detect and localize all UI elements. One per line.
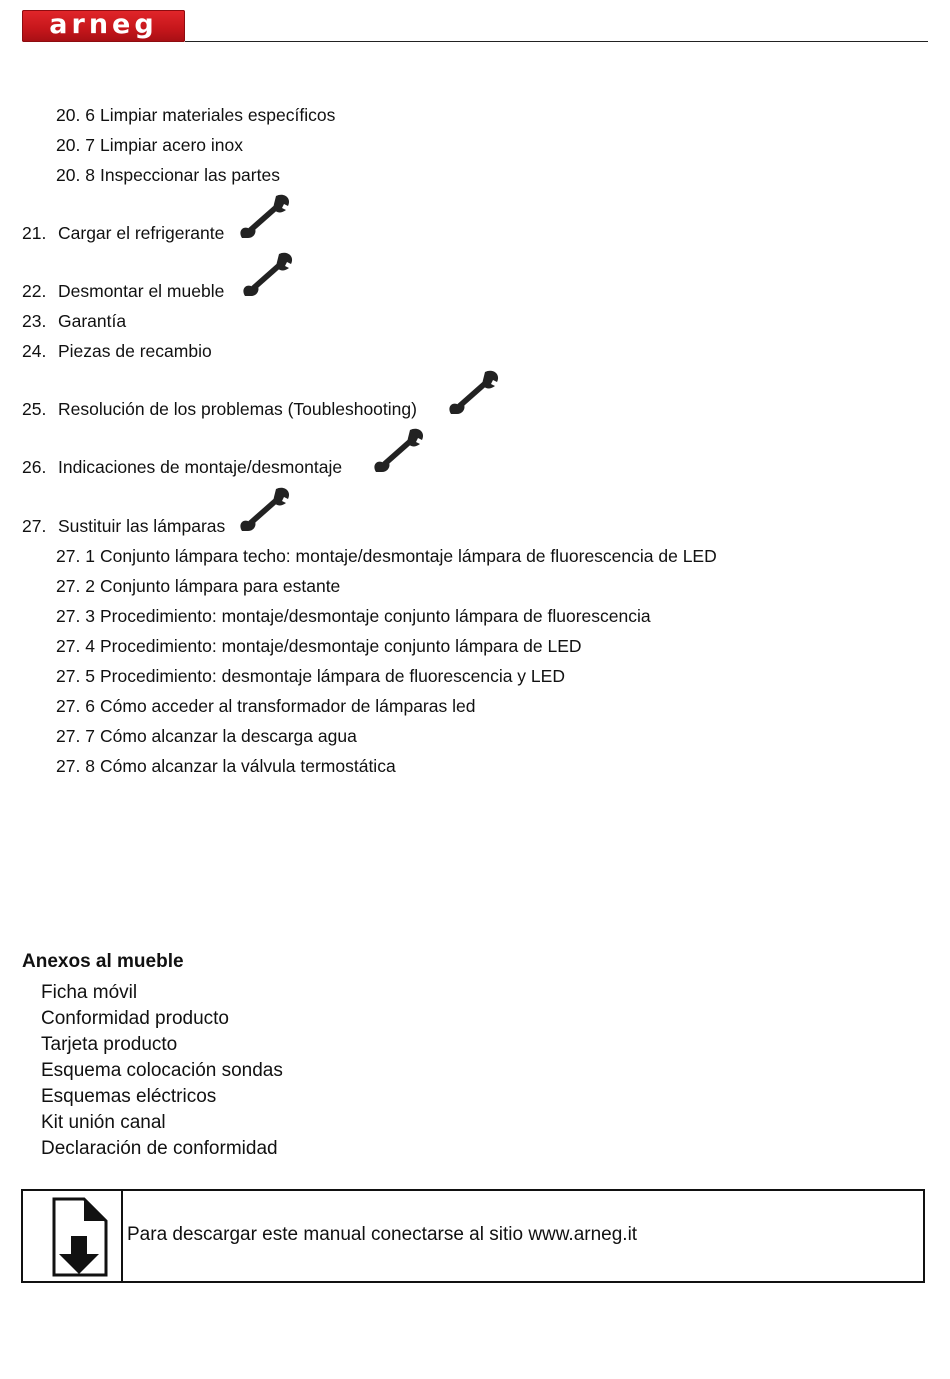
annex-item: Ficha móvil xyxy=(41,982,138,1003)
annex-item: Conformidad producto xyxy=(41,1008,229,1029)
toc-item-27-3[interactable]: 27. 3 Procedimiento: montaje/desmontaje conjunto lámpara de fluorescencia xyxy=(56,606,651,626)
toc-item-25[interactable]: 25. Resolución de los problemas (Toubleshooting) xyxy=(22,399,417,419)
toc-item-27-2[interactable]: 27. 2 Conjunto lámpara para estante xyxy=(56,576,341,596)
toc-item-20-8[interactable]: 20. 8 Inspeccionar las partes xyxy=(56,165,280,185)
toc-item-21[interactable]: 21. Cargar el refrigerante xyxy=(22,223,225,243)
download-note xyxy=(21,1189,925,1283)
annex-item: Esquema colocación sondas xyxy=(41,1060,283,1081)
toc-item-27-4[interactable]: 27. 4 Procedimiento: montaje/desmontaje conjunto lámpara de LED xyxy=(56,636,582,656)
toc-item-27-7[interactable]: 27. 7 Cómo alcanzar la descarga agua xyxy=(56,726,357,746)
download-note-divider xyxy=(121,1191,123,1281)
wrench-icon xyxy=(240,192,292,240)
toc-item-27-1[interactable]: 27. 1 Conjunto lámpara techo: montaje/desmontaje lámpara de fluorescencia de LED xyxy=(56,546,717,566)
wrench-icon xyxy=(240,485,292,533)
download-note-text: Para descargar este manual conectarse al sitio www.arneg.it xyxy=(127,1224,638,1245)
toc-item-24[interactable]: 24. Piezas de recambio xyxy=(22,341,212,361)
toc-item-23[interactable]: 23. Garantía xyxy=(22,311,127,331)
annex-item: Esquemas eléctricos xyxy=(41,1086,217,1107)
wrench-icon xyxy=(449,368,501,416)
wrench-icon xyxy=(243,250,295,298)
toc-item-20-7[interactable]: 20. 7 Limpiar acero inox xyxy=(56,135,243,155)
toc-item-27-8[interactable]: 27. 8 Cómo alcanzar la válvula termostática xyxy=(56,756,396,776)
annexes-heading: Anexos al mueble xyxy=(22,951,184,972)
wrench-icon xyxy=(374,426,426,474)
toc-item-27-5[interactable]: 27. 5 Procedimiento: desmontaje lámpara de fluorescencia y LED xyxy=(56,666,565,686)
header-divider xyxy=(185,41,928,42)
annex-item: Kit unión canal xyxy=(41,1112,166,1133)
toc-item-22[interactable]: 22. Desmontar el mueble xyxy=(22,281,225,301)
toc-item-27-6[interactable]: 27. 6 Cómo acceder al transformador de lámparas led xyxy=(56,696,476,716)
annex-item: Declaración de conformidad xyxy=(41,1138,278,1159)
annex-item: Tarjeta producto xyxy=(41,1034,178,1055)
toc-item-26[interactable]: 26. Indicaciones de montaje/desmontaje xyxy=(22,457,343,477)
toc-item-20-6[interactable]: 20. 6 Limpiar materiales específicos xyxy=(56,105,336,125)
toc-item-27[interactable]: 27. Sustituir las lámparas xyxy=(22,516,226,536)
document-download-icon xyxy=(51,1196,109,1278)
arneg-logo xyxy=(22,10,185,42)
logo-text: arneg xyxy=(49,9,158,40)
